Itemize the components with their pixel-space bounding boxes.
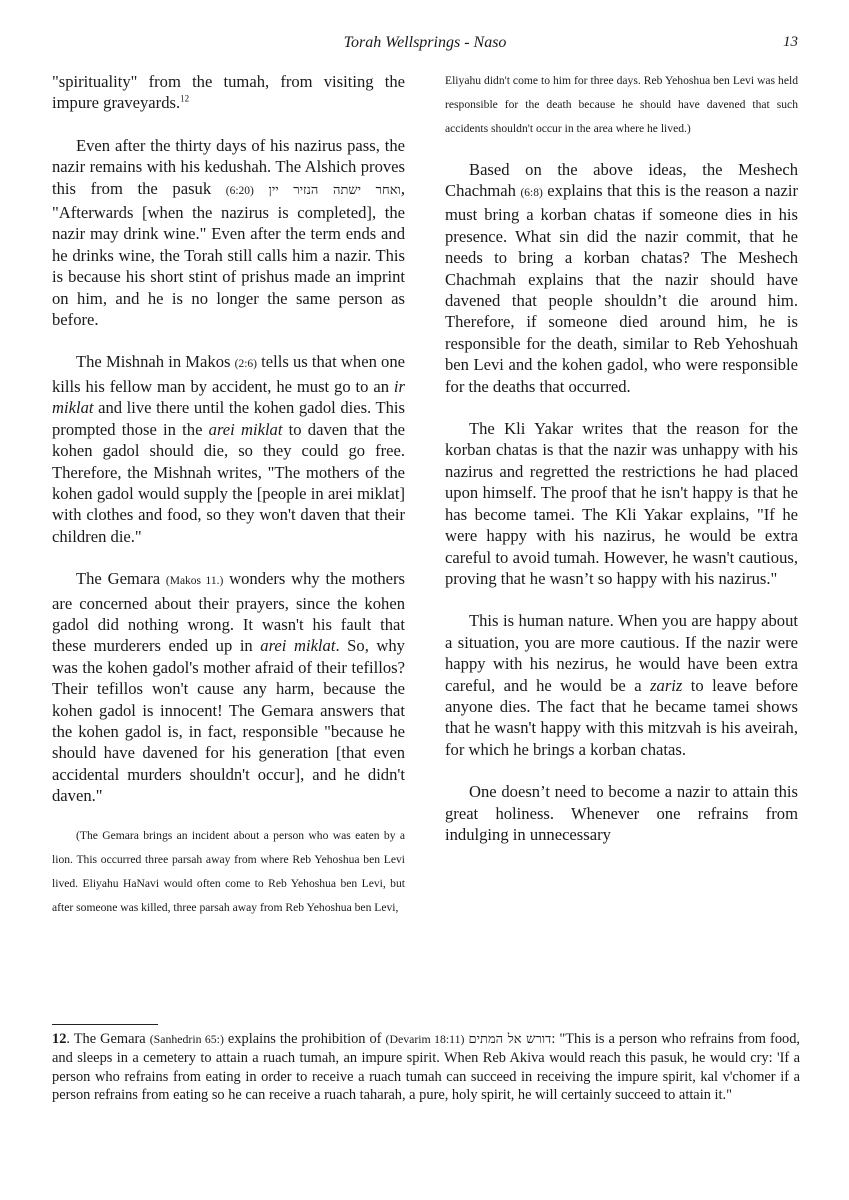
parenthetical-note-continued: Eliyahu didn't come to him for three days. Reb Yehoshua ben Levi was held responsible for the death because he should have davened that such accidents shouldn't occur in the area where he lived.) — [445, 74, 798, 136]
text-run: : "This is a person who refrains from food, and sleeps in a cemetery to attain a ruach tumah, an impure spirit. When Reb Akiva would reach this pasuk, he would cry: 'If a person who refrains from eating in order to receive a ruach tumah can succeed in receiving the impure spirit, kal v'chomer if a person refrains from eating so he can receive a ruach taharah, a pure, holy spirit, he will certainly succeed to attain it." — [52, 1031, 801, 1104]
text-run — [254, 179, 269, 198]
text-run: to leave before anyone dies. The fact that he became tamei shows that he wasn't happy with this mitzvah is his aveirah, for which he brings a korban chatas. — [445, 675, 798, 759]
text-run: Based on the above ideas, the Meshech Chachmah — [445, 159, 798, 201]
paragraph-holiness: One doesn’t need to become a nazir to attain this great holiness. Whenever one refrains from indulging in unnecessary — [445, 782, 798, 844]
page-header — [52, 34, 798, 58]
text-run: Even after the thirty days of his nazirus pass, the nazir remains with his kedushah. The Alshich proves this from the pasuk — [52, 135, 405, 198]
source-ref: (6:8) — [520, 187, 543, 200]
italic-term: zariz — [650, 675, 683, 695]
text-run: explains that this is the reason a nazir must bring a korban chatas if someone dies in his presence. What sin did the nazir commit, that he needs to bring a korban chatas? The Meshech Chachmah explains that the nazir should have davened that people shouldn’t die around him. Therefore, if someone died around him, he is responsible for the death, similar to Reb Yehoshuah ben Levi and the kohen gadol, who were responsible for the deaths that occurred. — [445, 181, 798, 396]
source-ref: (Makos 11.) — [165, 575, 224, 588]
right-column — [445, 71, 798, 845]
paragraph-human-nature — [445, 610, 798, 760]
footnote-number: 12 — [52, 1031, 67, 1047]
paragraph-continued — [52, 71, 405, 114]
text-run: tells us that when one kills his fellow man by accident, he must go to an — [52, 352, 405, 396]
left-column — [52, 71, 405, 920]
paragraph-gemara — [52, 568, 405, 806]
paragraph-kli-yakar: The Kli Yakar writes that the reason for the korban chatas is that the nazir was unhappy with his nazirus and regretted the restrictions he had placed upon himself. The proof that he isn't happy is that he has become tamei. The Kli Yakar explains, "If he were happy with his nazirus, he would be extra careful to avoid tumah. However, he wasn't cautious, proving that he wasn’t so happy with his nazirus." — [445, 419, 798, 588]
parenthetical-note: (The Gemara brings an incident about a person who was eaten by a lion. This occurred three parsah away from where Reb Yehoshua ben Levi lived. Eliyahu HaNavi would often come to Reb Yehoshua ben Levi, but after someone was killed, three parsah away from Reb Yehoshua ben Levi, — [52, 828, 405, 915]
footnote-divider — [52, 1024, 158, 1025]
footnote-ref: 12 — [180, 93, 190, 104]
source-ref: (Sanhedrin 65:) — [149, 1032, 224, 1046]
italic-term: arei miklat — [208, 419, 283, 439]
text-run: explains the prohibition of — [223, 1031, 386, 1047]
text-run: to daven that the kohen gadol should die, so they could go free. Therefore, the Mishnah writes, "The mothers of the kohen gadol would supply the [people in arei miklat] with clothes and food, so they won't daven that their children die." — [52, 419, 405, 546]
footnote-12 — [52, 1030, 800, 1105]
paragraph-alshich — [52, 135, 405, 331]
italic-term: arei miklat — [260, 636, 336, 656]
text-run: This is human nature. When you are happy about a situation, you are more cautious. If the nazir were happy with his nezirus, he would have been extra careful, and he would be a — [445, 611, 798, 695]
hebrew-quote: ואחר ישתה הנזיר יין — [268, 182, 401, 198]
text-run: . The Gemara — [66, 1031, 150, 1047]
source-ref: (Devarim 18:11) — [385, 1032, 465, 1046]
text-run: wonders why the mothers are concerned about their prayers, since the kohen gadol did nothing wrong. It wasn't his fault that these murderers ended up in — [52, 569, 405, 656]
text-run: The Mishnah in Makos — [76, 352, 235, 372]
text-run: "spirituality" from the tumah, from visiting the impure graveyards. — [52, 72, 405, 113]
text-run: , "Afterwards [when the nazirus is completed], the nazir may drink wine." Even after the term ends and he drinks wine, the Torah still calls him a nazir. This is because his short stint of prishus made an imprint on him, and he is no longer the same person as before. — [52, 178, 405, 330]
hebrew-quote: דורש אל המתים — [468, 1032, 552, 1047]
italic-term: ir miklat — [52, 376, 405, 418]
running-title: Torah Wellsprings - Naso — [343, 34, 507, 51]
paragraph-meshech-chachmah — [445, 159, 798, 397]
text-run: . So, why was the kohen gadol's mother afraid of their tefillos? Their tefillos won't cause any harm, because the kohen gadol is innocent! The Gemara answers that the kohen gadol is, in fact, responsible "because he should have davened for his generation [that even accidental murders shouldn't occur], and he didn't daven." — [52, 636, 405, 806]
text-run: and live there until the kohen gadol dies. This prompted those in the — [52, 398, 405, 439]
paragraph-mishnah — [52, 351, 405, 547]
page-number: 13 — [783, 34, 798, 50]
text-run: The Gemara — [76, 569, 166, 589]
source-ref: (6:20) — [225, 184, 254, 197]
source-ref: (2:6) — [234, 358, 257, 371]
